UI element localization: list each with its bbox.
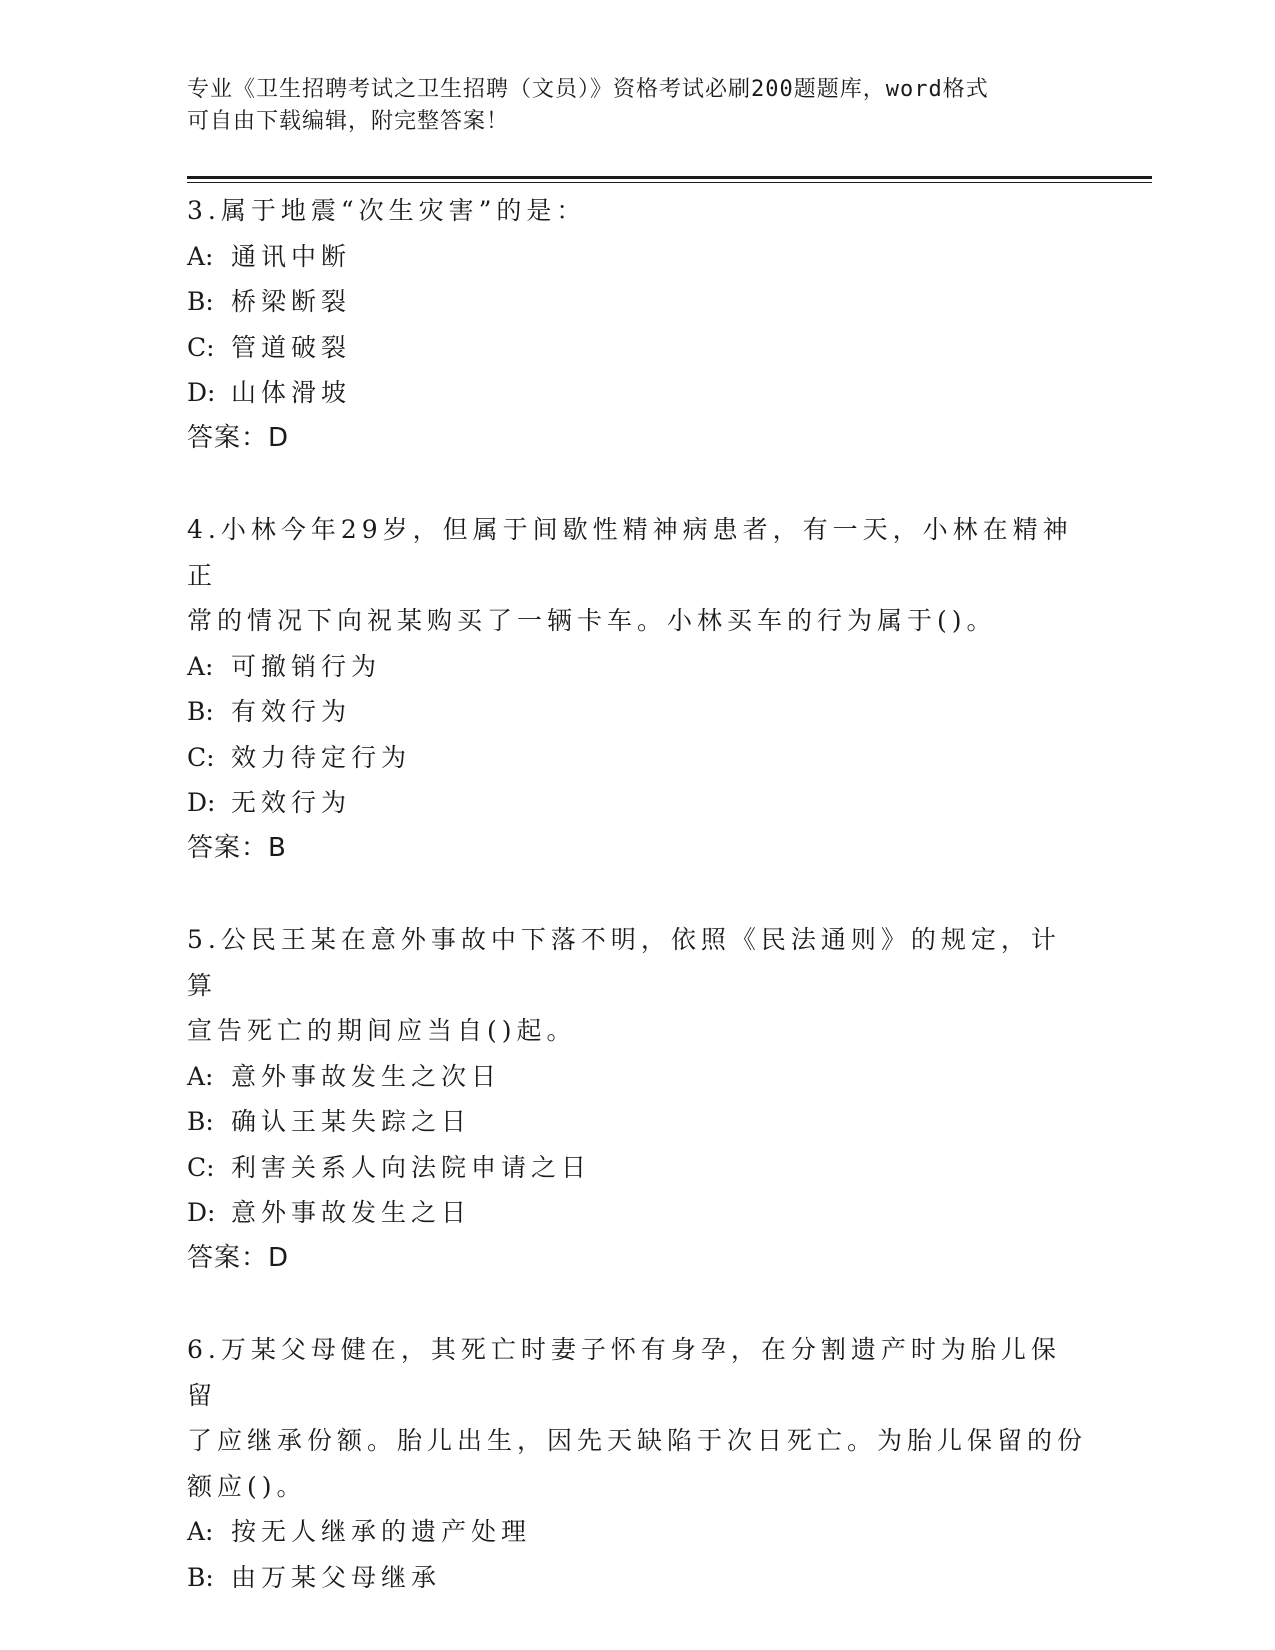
option-text: 利害关系人向法院申请之日 — [231, 1152, 592, 1182]
question-block — [187, 917, 1087, 1281]
option-text: 有效行为 — [231, 697, 352, 726]
option-item — [187, 1509, 1087, 1555]
option-letter: A: — [187, 651, 214, 681]
option-item — [187, 325, 1087, 371]
option-letter: D: — [187, 788, 216, 817]
option-item — [187, 1099, 1087, 1145]
option-letter: A: — [187, 1061, 214, 1091]
option-letter: D: — [187, 1198, 216, 1227]
option-item — [187, 370, 1087, 416]
question-block — [187, 507, 1087, 871]
option-text: 桥梁断裂 — [231, 287, 352, 316]
option-text: 可撤销行为 — [231, 651, 382, 681]
header-line-2: 可自由下载编辑，附完整答案！ — [187, 109, 510, 134]
question-stem-line: 5.公民王某在意外事故中下落不明，依照《民法通则》的规定，计算 — [187, 925, 1061, 1000]
option-text: 效力待定行为 — [231, 742, 412, 772]
option-letter: C: — [187, 1152, 215, 1182]
question-stem-line: 6.万某父母健在，其死亡时妻子怀有身孕，在分割遗产时为胎儿保留 — [187, 1335, 1061, 1410]
document-header — [187, 74, 1087, 138]
header-divider-thin — [187, 182, 1152, 183]
option-letter: D: — [187, 378, 216, 407]
question-list — [187, 188, 1087, 1646]
question-stem-line: 常的情况下向祝某购买了一辆卡车。小林买车的行为属于()。 — [187, 606, 997, 635]
question-stem-line: 3.属于地震“次生灾害”的是： — [187, 196, 587, 225]
option-letter: B: — [187, 287, 214, 316]
option-text: 无效行为 — [231, 788, 352, 817]
option-text: 管道破裂 — [231, 332, 352, 362]
option-text: 通讯中断 — [231, 241, 352, 271]
answer-line: 答案：D — [187, 422, 290, 453]
option-text: 确认王某失踪之日 — [231, 1107, 472, 1136]
option-item — [187, 1054, 1087, 1100]
option-item — [187, 234, 1087, 280]
option-letter: C: — [187, 332, 215, 362]
option-text: 山体滑坡 — [231, 378, 352, 407]
option-item — [187, 1555, 1087, 1601]
option-text: 意外事故发生之次日 — [231, 1061, 502, 1091]
answer-line: 答案：D — [187, 1242, 290, 1273]
question-stem-line: 额应()。 — [187, 1471, 307, 1501]
question-stem-line: 4.小林今年29岁，但属于间歇性精神病患者，有一天，小林在精神正 — [187, 515, 1073, 590]
question-stem-line: 了应继承份额。胎儿出生，因先天缺陷于次日死亡。为胎儿保留的份 — [187, 1426, 1088, 1455]
option-letter: B: — [187, 1107, 214, 1136]
header-line-1: 专业《卫生招聘考试之卫生招聘（文员）》资格考试必刷200题题库，word格式 — [187, 77, 989, 102]
header-divider-thick — [187, 176, 1152, 179]
answer-line: 答案：B — [187, 832, 287, 863]
option-item — [187, 1145, 1087, 1191]
option-letter: C: — [187, 742, 215, 772]
question-block — [187, 188, 1087, 461]
option-letter: A: — [187, 241, 214, 271]
option-item — [187, 1190, 1087, 1236]
option-letter: B: — [187, 697, 214, 726]
option-text: 按无人继承的遗产处理 — [231, 1517, 532, 1546]
option-text: 由万某父母继承 — [231, 1562, 442, 1592]
option-item — [187, 644, 1087, 690]
option-letter: B: — [187, 1562, 214, 1592]
question-block — [187, 1327, 1087, 1600]
option-item — [187, 689, 1087, 735]
option-item — [187, 279, 1087, 325]
question-stem-line: 宣告死亡的期间应当自()起。 — [187, 1016, 577, 1045]
option-item — [187, 780, 1087, 826]
option-text: 意外事故发生之日 — [231, 1198, 472, 1227]
option-item — [187, 735, 1087, 781]
option-letter: A: — [187, 1517, 214, 1546]
